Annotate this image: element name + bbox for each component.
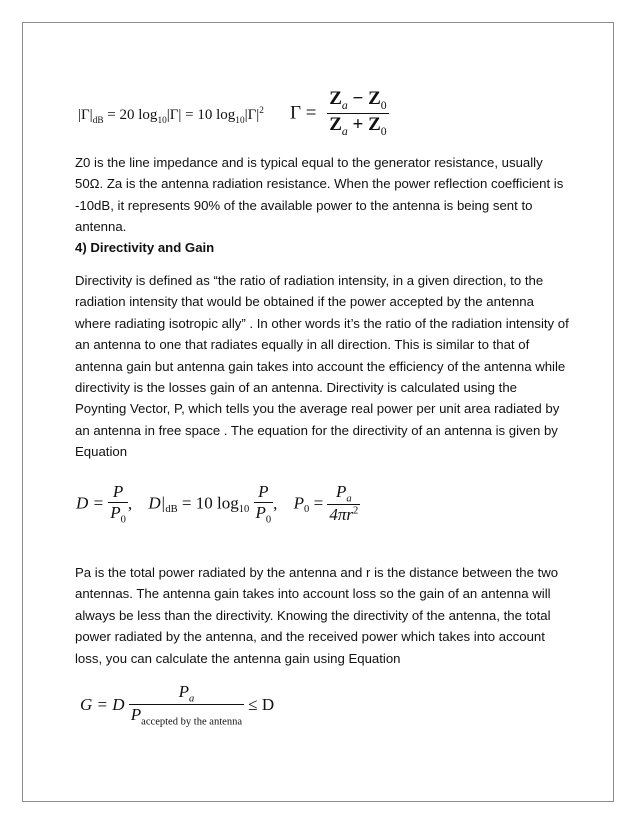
- directivity-db-fraction: [254, 482, 274, 525]
- eq-token: D|: [148, 493, 166, 513]
- gamma-numerator: [327, 88, 388, 113]
- equation-gamma: [290, 88, 389, 139]
- eq-token: 10: [157, 116, 167, 126]
- eq-token: Z: [329, 88, 342, 109]
- eq-token: 10: [238, 504, 250, 515]
- eq-token: 2: [259, 106, 264, 116]
- eq-token: P: [258, 482, 269, 501]
- eq-token: 0: [380, 98, 387, 112]
- eq-token: P: [110, 503, 121, 522]
- eq-token: dB: [92, 116, 104, 126]
- directivity-fraction: [108, 482, 128, 525]
- eq-token: D =: [76, 493, 104, 513]
- eq-token: ,: [273, 493, 278, 513]
- eq-token: + Z: [347, 113, 381, 135]
- eq-token: =: [309, 493, 324, 513]
- eq-token: − Z: [347, 88, 381, 109]
- eq-token: dB: [165, 504, 178, 515]
- eq-token: = 20 log: [103, 107, 158, 123]
- gamma-fraction: [327, 88, 388, 139]
- paragraph-directivity: Directivity is defined as “the ratio of radiation intensity, in a given direction, to the radiation intensity that would be obtained if the power accepted by the antenna where radiating isotropic ally” . In other words it’s the ratio of the radiation intensity of an antenna to one that radiates equally in all direction. This is similar to that of antenna gain but antenna gain takes into account the efficiency of the antenna while directivity is the losses gain of an antenna. Directivity is calculated using the Poynting Vector, P, which tells you the average real power per unit area radiated by an antenna in free space . The equation for the directivity of an antenna is given by Equation: [75, 273, 569, 460]
- eq-token: Z: [329, 113, 342, 135]
- eq-token: accepted by the antenna: [141, 716, 243, 728]
- paragraph-impedance: Z0 is the line impedance and is typical equal to the generator resistance, usually 50Ω. Za is the antenna radiation resistance. When the power reflection coefficient is -10dB, it represents 90% of the available power to the antenna is being sent to antenna.: [75, 155, 564, 235]
- p0-fraction: [327, 482, 360, 525]
- eq-token: |Γ| = 10 log: [166, 107, 236, 123]
- eq-token: 0: [120, 514, 126, 526]
- eq-token: a: [188, 693, 195, 705]
- eq-token: P: [293, 493, 305, 513]
- eq-token: G = D: [80, 694, 125, 714]
- eq-token: Γ =: [290, 102, 317, 124]
- eq-token: P: [130, 705, 142, 725]
- section-heading: 4) Directivity and Gain: [75, 240, 215, 255]
- eq-token: 0: [304, 504, 310, 515]
- eq-token: |Γ|: [244, 107, 260, 123]
- eq-token: 0: [380, 124, 387, 138]
- equation-gamma-db: [78, 106, 264, 126]
- eq-token: 2: [353, 505, 359, 517]
- gamma-denominator: [327, 113, 388, 139]
- eq-token: P: [112, 482, 124, 501]
- gain-fraction: [129, 682, 244, 728]
- eq-token: P: [255, 503, 266, 522]
- paragraph-gain: Pa is the total power radiated by the antenna and r is the distance between the two antennas. The antenna gain takes into account loss so the gain of an antenna will always be less than the directivity. Knowing the directivity of the antenna, the total power radiated by the antenna, and the received power which takes into account loss, you can calculate the antenna gain using Equation: [75, 565, 559, 666]
- eq-token: = 10 log: [177, 493, 239, 513]
- eq-token: |Γ|: [78, 107, 93, 123]
- eq-token: 10: [235, 116, 245, 126]
- eq-token: P: [336, 482, 347, 501]
- eq-token: a: [341, 124, 348, 138]
- eq-token: ≤ D: [248, 694, 275, 714]
- eq-token: ,: [127, 493, 133, 513]
- equation-directivity: [76, 482, 360, 525]
- eq-token: a: [346, 493, 352, 505]
- eq-token: 0: [265, 514, 272, 526]
- eq-token: 4πr: [329, 505, 354, 525]
- eq-token: a: [341, 98, 348, 112]
- eq-token: P: [178, 682, 189, 701]
- equation-gain: [80, 682, 274, 728]
